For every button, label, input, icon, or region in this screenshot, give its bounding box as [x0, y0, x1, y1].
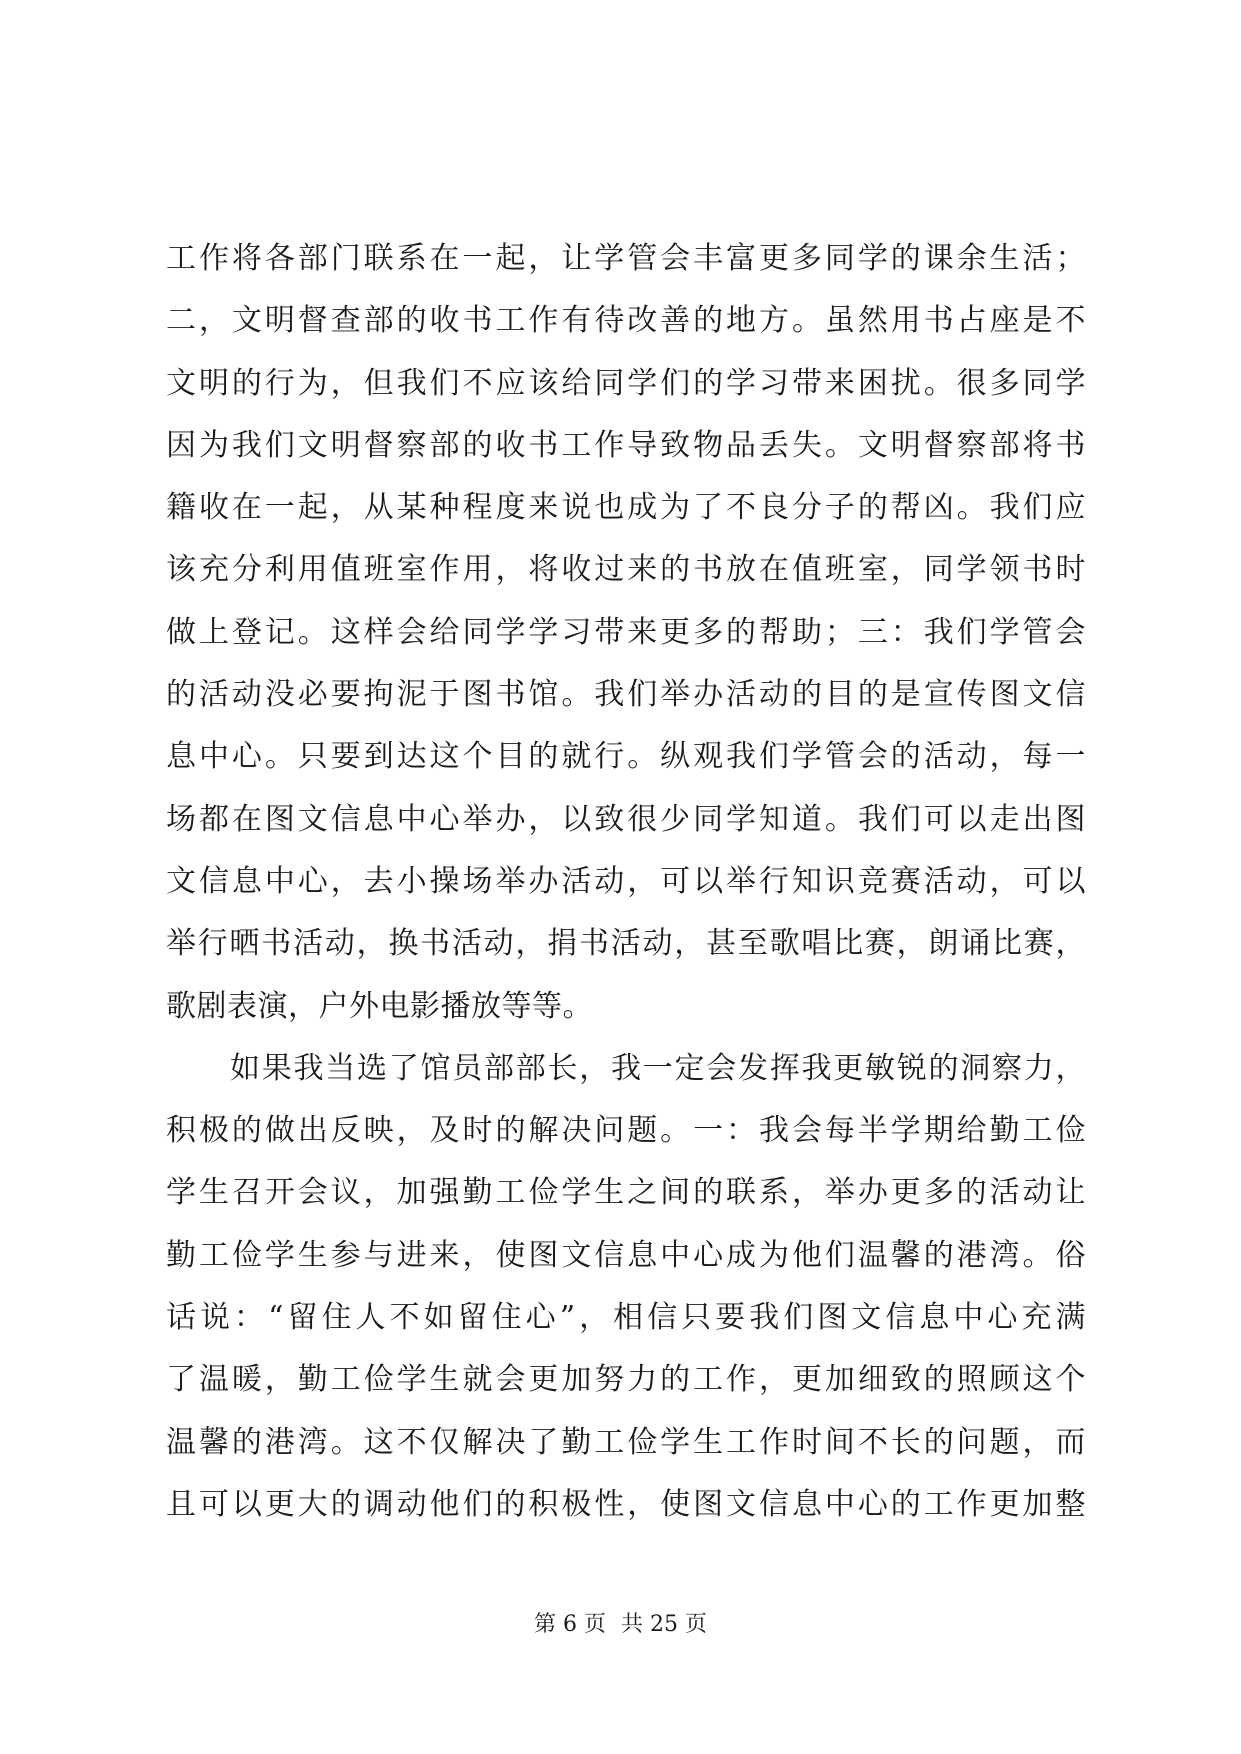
document-body — [166, 228, 1086, 1536]
text-line-4: 因为我们文明督察部的收书工作导致物品丢失。文明督察部将书 — [166, 427, 1086, 463]
text-line-15: 积极的做出反映，及时的解决问题。一：我会每半学期给勤工俭 — [166, 1113, 1086, 1149]
text-line-11: 文信息中心，去小操场举办活动，可以举行知识竞赛活动，可以 — [166, 863, 1086, 899]
text-line-7: 做上登记。这样会给同学学习带来更多的帮助；三：我们学管会 — [166, 614, 1086, 650]
page-total: 共 25 页 — [621, 1612, 707, 1637]
text-line-16: 学生召开会议，加强勤工俭学生之间的联系，举办更多的活动让 — [166, 1175, 1086, 1211]
text-line-1: 工作将各部门联系在一起，让学管会丰富更多同学的课余生活； — [166, 241, 1086, 276]
text-line-12: 举行晒书活动，换书活动，捐书活动，甚至歌唱比赛，朗诵比赛， — [166, 926, 1086, 962]
text-line-8: 的活动没必要拘泥于图书馆。我们举办活动的目的是宣传图文信 — [166, 677, 1086, 713]
text-line-14: 如果我当选了馆员部部长，我一定会发挥我更敏锐的洞察力， — [230, 1050, 1086, 1086]
text-line-10: 场都在图文信息中心举办，以致很少同学知道。我们可以走出图 — [166, 801, 1086, 837]
text-line-17: 勤工俭学生参与进来，使图文信息中心成为他们温馨的港湾。俗 — [166, 1237, 1086, 1273]
page-footer — [0, 1607, 1241, 1638]
text-line-2: 二，文明督查部的收书工作有待改善的地方。虽然用书占座是不 — [166, 303, 1086, 339]
text-line-6: 该充分利用值班室作用，将收过来的书放在值班室，同学领书时 — [166, 552, 1086, 588]
text-line-20: 温馨的港湾。这不仅解决了勤工俭学生工作时间不长的问题，而 — [166, 1424, 1086, 1460]
text-line-3: 文明的行为，但我们不应该给同学们的学习带来困扰。很多同学 — [166, 365, 1086, 401]
text-line-13: 歌剧表演，户外电影播放等等。 — [166, 988, 593, 1024]
text-line-18: 话说：“留住人不如留住心”，相信只要我们图文信息中心充满 — [166, 1300, 1086, 1336]
text-line-21: 且可以更大的调动他们的积极性，使图文信息中心的工作更加整 — [166, 1486, 1086, 1522]
page-number: 第 6 页 — [534, 1612, 606, 1637]
text-line-9: 息中心。只要到达这个目的就行。纵观我们学管会的活动，每一 — [166, 739, 1086, 775]
text-line-19: 了温暖，勤工俭学生就会更加努力的工作，更加细致的照顾这个 — [166, 1362, 1086, 1398]
text-line-5: 籍收在一起，从某种程度来说也成为了不良分子的帮凶。我们应 — [166, 490, 1086, 526]
